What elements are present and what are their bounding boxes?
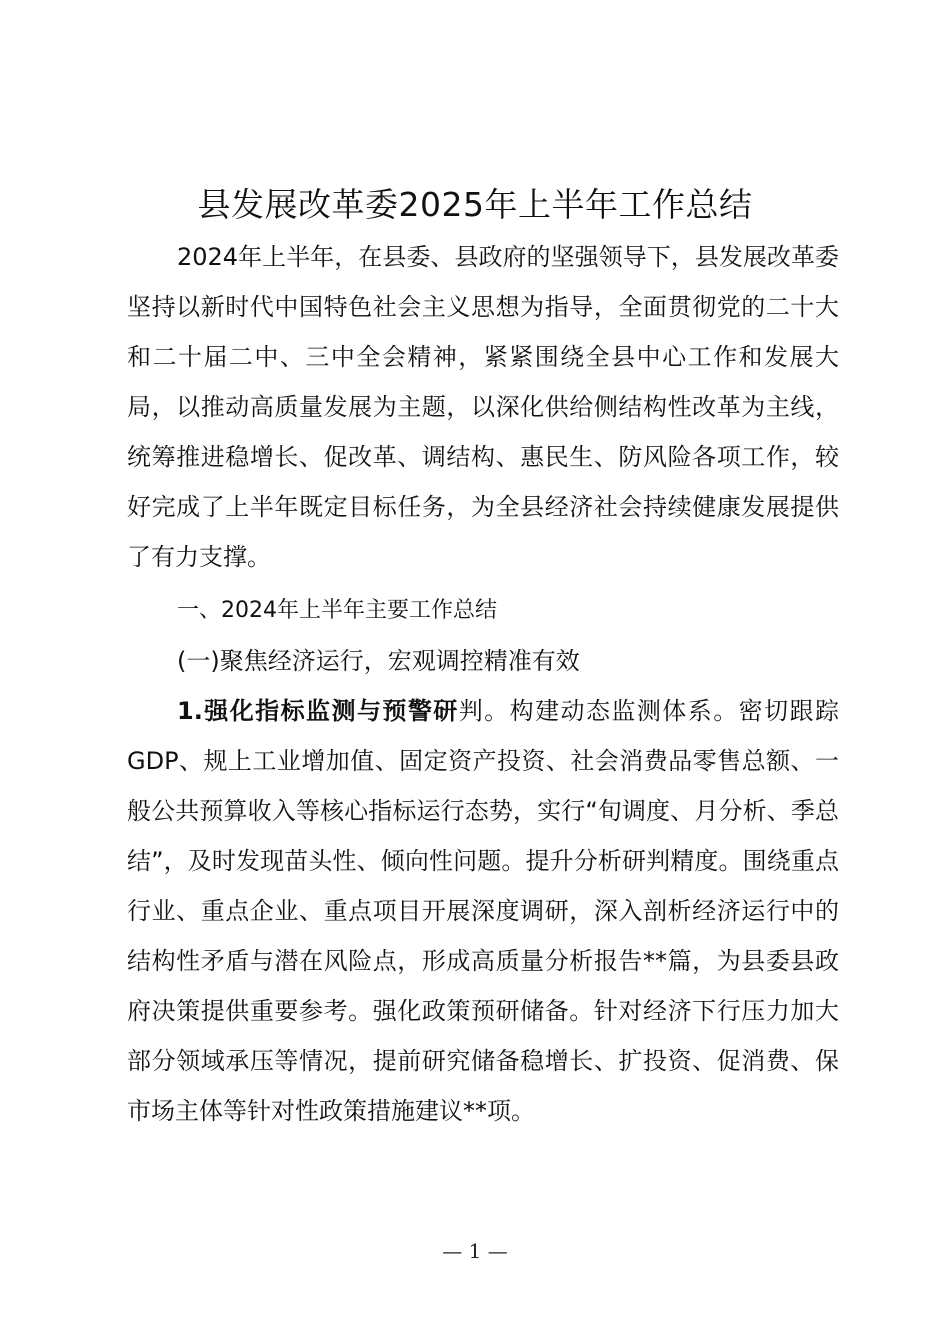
subsection-heading: (一)聚焦经济运行，宏观调控精准有效	[177, 647, 580, 675]
intro-paragraph: 2024年上半年，在县委、县政府的坚强领导下，县发展改革委坚持以新时代中国特色社会主义思想为指导，全面贯彻党的二十大和二十届二中、三中全会精神，紧紧围绕全县中心工作和发展大局，以推动高质量发展为主题，以深化供给侧结构性改革为主线，统筹推进稳增长、促改革、调结构、惠民生、防风险各项工作，较好完成了上半年既定目标任务，为全县经济社会持续健康发展提供了有力支撑。	[127, 243, 839, 571]
section-heading: 一、2024年上半年主要工作总结	[177, 598, 497, 623]
item-lead-text: 1.强化指标监测与预警研	[177, 697, 459, 725]
document-body	[127, 232, 839, 1136]
item-paragraph	[127, 686, 839, 1136]
document-title: 县发展改革委2025年上半年工作总结	[197, 185, 753, 224]
item-body-text: 判。构建动态监测体系。密切跟踪GDP、规上工业增加值、固定资产投资、社会消费品零售总额、一般公共预算收入等核心指标运行态势，实行“旬调度、月分析、季总结”，及时发现苗头性、倾向性问题。提升分析研判精度。围绕重点行业、重点企业、重点项目开展深度调研，深入剖析经济运行中的结构性矛盾与潜在风险点，形成高质量分析报告**篇，为县委县政府决策提供重要参考。强化政策预研储备。针对经济下行压力加大部分领域承压等情况，提前研究储备稳增长、扩投资、促消费、保市场主体等针对性政策措施建议**项。	[127, 697, 839, 1125]
page-number: — 1 —	[442, 1239, 508, 1263]
